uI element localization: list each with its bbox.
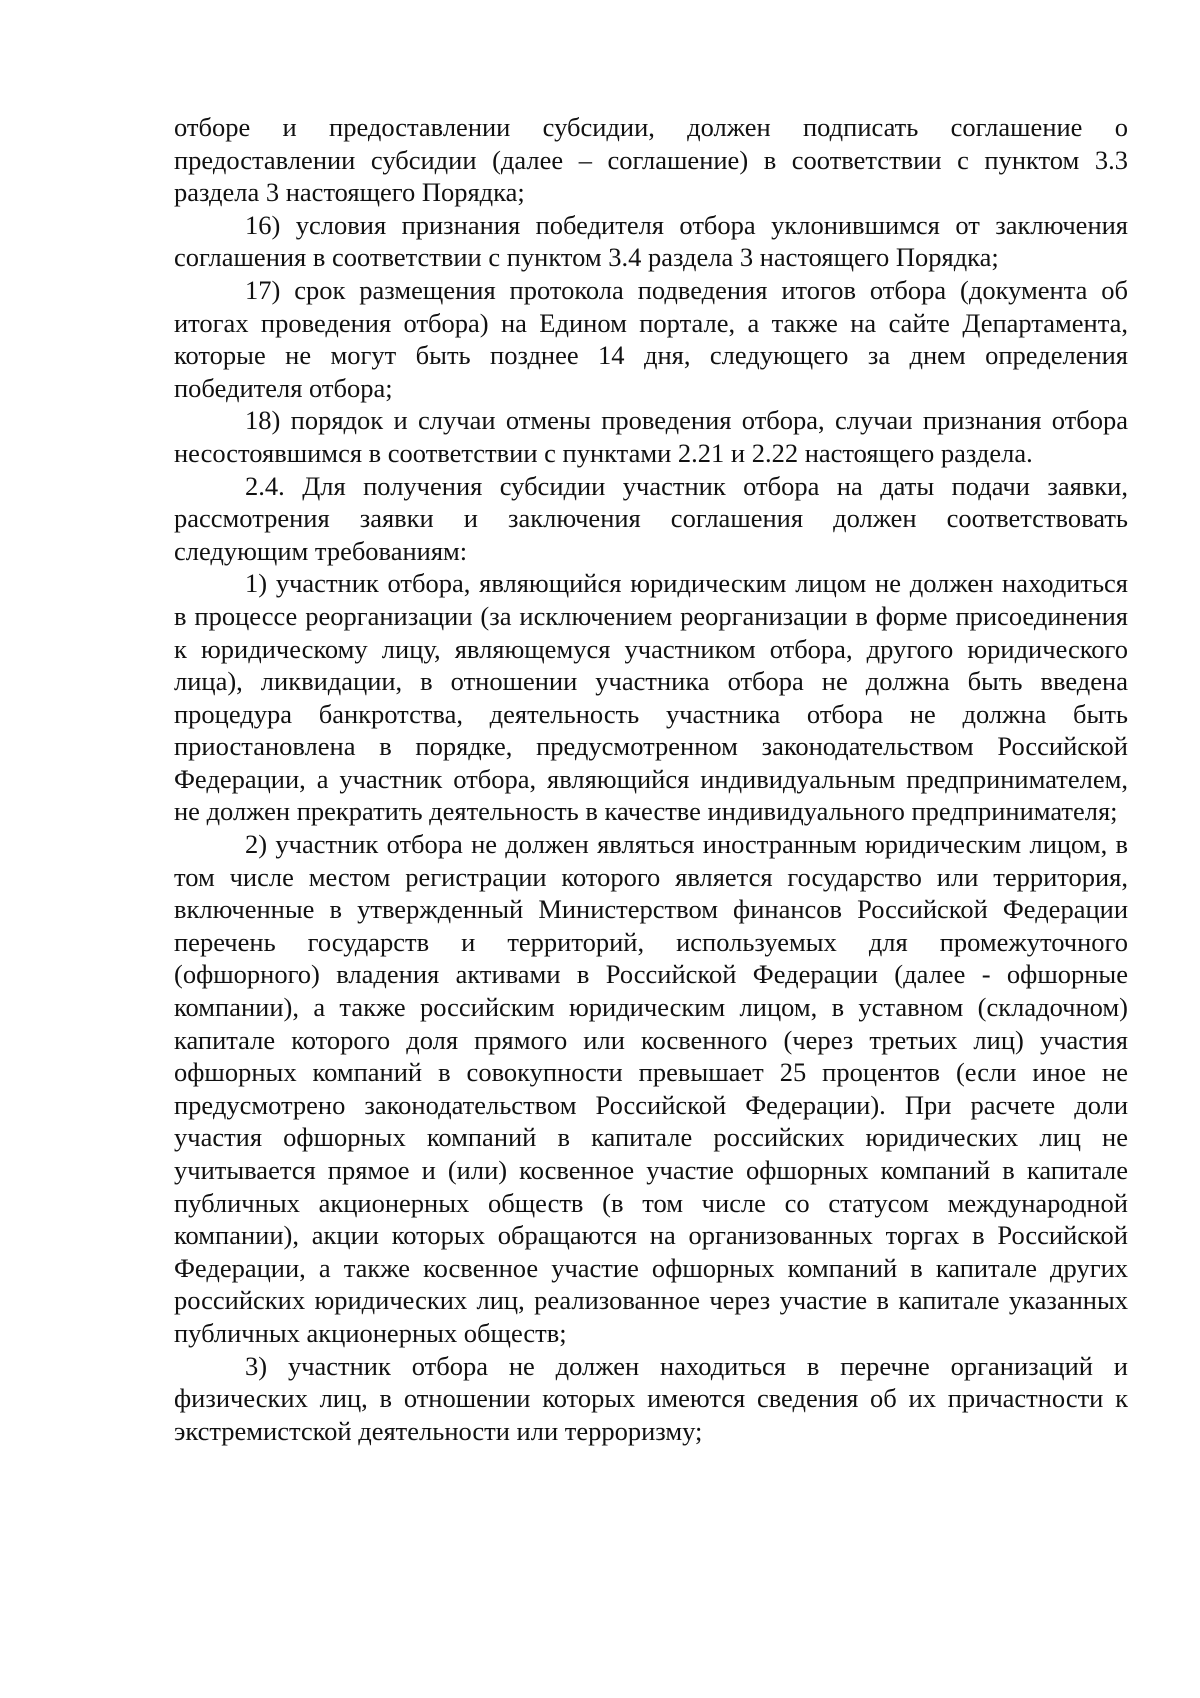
paragraph-item-18: 18) порядок и случаи отмены проведения отбора, случаи признания отбора несостоявшимся в соответствии с пунктами 2.21 и 2.22 настоящего раздела.	[174, 405, 1128, 468]
paragraph-requirement-2: 2) участник отбора не должен являться иностранным юридическим лицом, в том числе местом регистрации которого является государство или территория, включенные в утвержденный Министерством финансов Российской Федерации перечень государств и территорий, используемых для промежуточного (офшорного) владения активами в Российской Федерации (далее - офшорные компании), а также российским юридическим лицом, в уставном (складочном) капитале которого доля прямого или косвенного (через третьих лиц) участия офшорных компаний в совокупности превышает 25 процентов (если иное не предусмотрено законодательством Российской Федерации). При расчете доли участия офшорных компаний в капитале российских юридических лиц не учитывается прямое и (или) косвенное участие офшорных компаний в капитале публичных акционерных обществ (в том числе со статусом международной компании), акции которых обращаются на организованных торгах в Российской Федерации, а также косвенное участие офшорных компаний в капитале других российских юридических лиц, реализованное через участие в капитале указанных публичных акционерных обществ;	[174, 829, 1128, 1348]
paragraph-requirement-1: 1) участник отбора, являющийся юридическим лицом не должен находиться в процессе реорганизации (за исключением реорганизации в форме присоединения к юридическому лицу, являющемуся участником отбора, другого юридического лица), ликвидации, в отношении участника отбора не должна быть введена процедура банкротства, деятельность участника отбора не должна быть приостановлена в порядке, предусмотренном законодательством Российской Федерации, а участник отбора, являющийся индивидуальным предпринимателем, не должен прекратить деятельность в качестве индивидуального предпринимателя;	[174, 568, 1128, 827]
paragraph-item-16: 16) условия признания победителя отбора уклонившимся от заключения соглашения в соответствии с пунктом 3.4 раздела 3 настоящего Порядка;	[174, 209, 1128, 273]
paragraph-section-2-4: 2.4. Для получения субсидии участник отбора на даты подачи заявки, рассмотрения заявки и заключения соглашения должен соответствовать следующим требованиям:	[174, 470, 1128, 566]
document-page	[174, 111, 1128, 1447]
paragraph-item-17: 17) срок размещения протокола подведения итогов отбора (документа об итогах проведения отбора) на Едином портале, а также на сайте Департамента, которые не могут быть позднее 14 дня, следующего за днем определения победителя отбора;	[174, 274, 1128, 403]
paragraph-continuation: отборе и предоставлении субсидии, должен подписать соглашение о предоставлении субсидии (далее – соглашение) в соответствии с пунктом 3.3 раздела 3 настоящего Порядка;	[174, 112, 1128, 208]
paragraph-requirement-3: 3) участник отбора не должен находиться в перечне организаций и физических лиц, в отношении которых имеются сведения об их причастности к экстремистской деятельности или терроризму;	[174, 1350, 1128, 1446]
